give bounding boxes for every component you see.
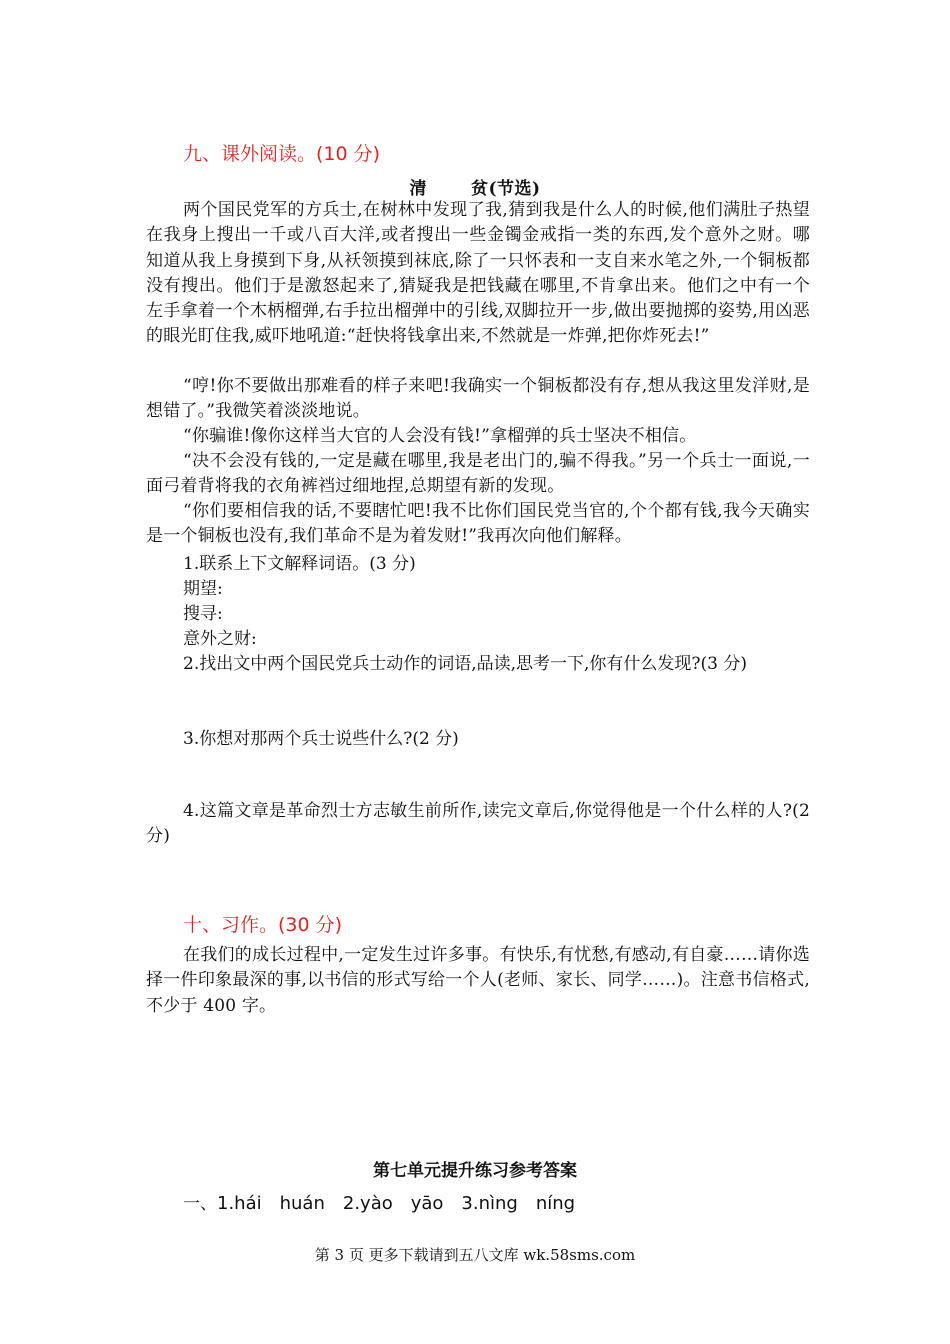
passage-paragraph-1: 两个国民党军的方兵士,在树林中发现了我,猜到我是什么人的时候,他们满肚子热望在我身上搜出一千或八百大洋,或者搜出一些金镯金戒指一类的东西,发个意外之财。哪知道从我上身摸到下身,从袄领摸到袜底,除了一只怀表和一支自来水笔之外,一个铜板都没有搜出。他们于是激怒起来了,猜疑我是把钱藏在哪里,不肯拿出来。他们之中有一个左手拿着一个木柄榴弹,右手拉出榴弹中的引线,双脚拉开一步,做出要抛掷的姿势,用凶恶的眼光盯住我,威吓地吼道:“赶快将钱拿出来,不然就是一炸弹,把你炸死去!” — [146, 200, 810, 347]
passage-paragraph-2: “哼!你不要做出那难看的样子来吧!我确实一个铜板都没有存,想从我这里发洋财,是想错了。”我微笑着淡淡地说。 — [146, 376, 810, 422]
passage-title — [0, 174, 950, 199]
question-3: 3.你想对那两个兵士说些什么?(2 分) — [183, 729, 459, 749]
passage-title-part2: 贫(节选) — [470, 179, 541, 199]
question-4: 4.这篇文章是革命烈士方志敏生前所作,读完文章后,你觉得他是一个什么样的人?(2 分) — [146, 801, 810, 847]
passage-title-part1: 清 — [409, 179, 427, 199]
answer-line-1 — [183, 1189, 575, 1215]
question-2: 2.找出文中两个国民党兵士动作的词语,品读,思考一下,你有什么发现?(3 分) — [183, 654, 748, 674]
page-footer: 第 3 页 更多下载请到五八文库 wk.58sms.com — [314, 1246, 636, 1264]
writing-prompt: 在我们的成长过程中,一定发生过许多事。有快乐,有忧愁,有感动,有自豪……请你选择一件印象最深的事,以书信的形式写给一个人(老师、家长、同学……)。注意书信格式,不少于 400 字。 — [146, 945, 810, 1016]
term-windfall: 意外之财: — [183, 629, 257, 649]
question-1: 1.联系上下文解释词语。(3 分) — [183, 554, 416, 574]
passage-paragraph-5: “你们要相信我的话,不要瞎忙吧!我不比你们国民党当官的,个个都有钱,我今天确实是一个铜板也没有,我们革命不是为着发财!”我再次向他们解释。 — [146, 501, 810, 547]
answer-line-1-pinyin: 1.hái huán 2.yào yāo 3.nìng níng — [217, 1193, 576, 1214]
passage-paragraph-3: “你骗谁!像你这样当大官的人会没有钱!”拿榴弹的兵士坚决不相信。 — [183, 426, 697, 446]
section-10-heading: 十、习作。(30 分) — [183, 914, 343, 936]
answer-line-1-label: 一、 — [183, 1194, 217, 1214]
section-9-heading: 九、课外阅读。(10 分) — [183, 143, 381, 165]
term-search: 搜寻: — [183, 604, 223, 624]
passage-paragraph-4: “决不会没有钱的,一定是藏在哪里,我是老出门的,骗不得我。”另一个兵士一面说,一面弓着背将我的衣角裤裆过细地捏,总期望有新的发现。 — [146, 451, 810, 497]
answer-key-title: 第七单元提升练习参考答案 — [373, 1161, 577, 1181]
term-expectation: 期望: — [183, 579, 223, 599]
